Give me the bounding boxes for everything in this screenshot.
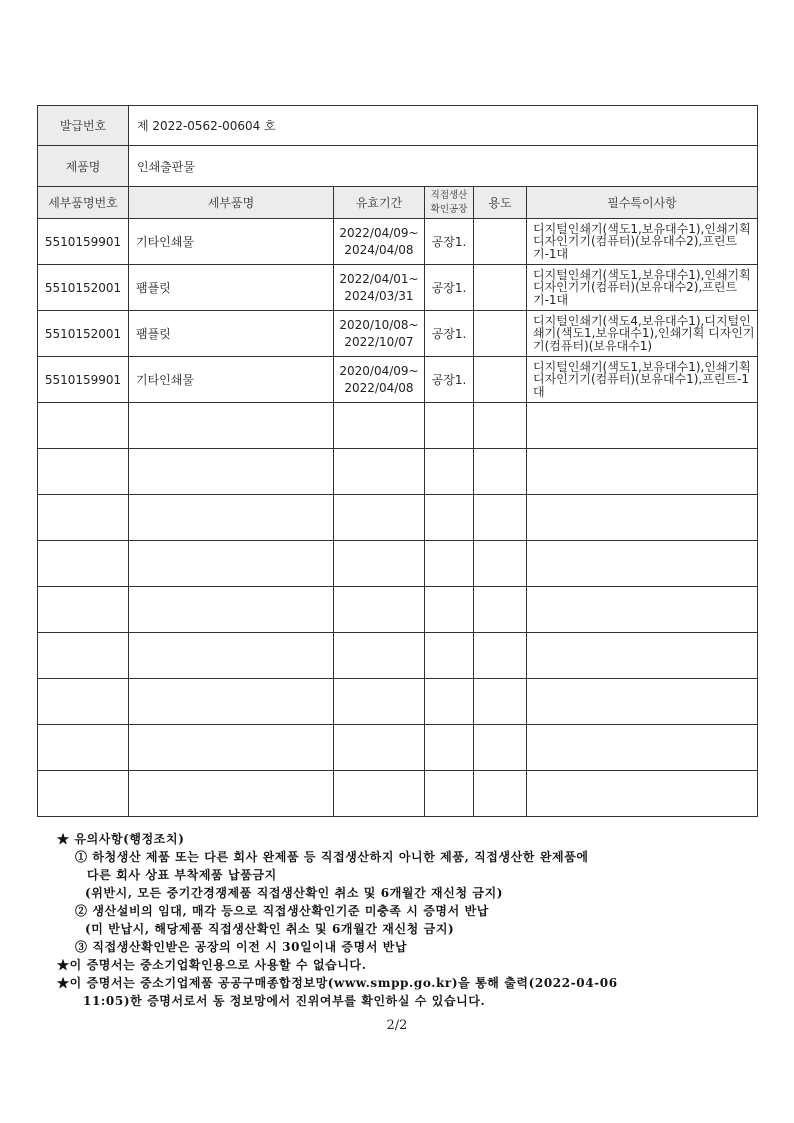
- row-usage: [474, 357, 527, 403]
- empty-cell: [38, 725, 129, 771]
- notice-star-2: ★이 증명서는 중소기업확인용으로 사용할 수 없습니다.: [57, 958, 367, 972]
- row-period-end: 2022/04/08: [344, 380, 414, 395]
- notice-item-1-line-3: (위반시, 모든 중기간경쟁제품 직접생산확인 취소 및 6개월간 재신청 금지): [85, 886, 504, 900]
- empty-table-row: [38, 771, 758, 817]
- notice-item-1-line-2: 다른 회사 상표 부착제품 납품금지: [87, 868, 277, 882]
- empty-table-row: [38, 587, 758, 633]
- row-usage: [474, 265, 527, 311]
- row-period-end: 2024/03/31: [344, 288, 414, 303]
- empty-cell: [527, 679, 758, 725]
- empty-cell: [334, 633, 425, 679]
- row-period: [334, 219, 425, 265]
- page-number: 2/2: [386, 1018, 408, 1033]
- empty-cell: [474, 449, 527, 495]
- empty-table-row: [38, 403, 758, 449]
- product-name-value: 인쇄출판물: [129, 146, 758, 187]
- row-period-start: 2022/04/01~: [339, 271, 419, 286]
- empty-table-row: [38, 495, 758, 541]
- empty-cell: [425, 587, 474, 633]
- row-period-start: 2020/10/08~: [339, 317, 419, 332]
- table-row: [38, 219, 758, 265]
- row-factory: 공장1.: [425, 265, 474, 311]
- empty-cell: [129, 771, 334, 817]
- col-header-factory-line2: 확인공장: [430, 203, 468, 215]
- row-period-end: 2022/10/07: [344, 334, 414, 349]
- row-usage: [474, 311, 527, 357]
- empty-cell: [527, 403, 758, 449]
- empty-table-row: [38, 541, 758, 587]
- empty-cell: [425, 679, 474, 725]
- row-period-start: 2022/04/09~: [339, 225, 419, 240]
- empty-cell: [129, 403, 334, 449]
- row-factory: 공장1.: [425, 311, 474, 357]
- empty-cell: [129, 587, 334, 633]
- certificate-table: [37, 105, 758, 817]
- notice-star-3-line-2: 11:05)한 증명서로서 동 정보망에서 진위여부를 확인하실 수 있습니다.: [83, 994, 486, 1008]
- row-name: 팸플릿: [129, 265, 334, 311]
- row-notes: 디지털인쇄기(색도1,보유대수1),인쇄기획 디자인기기(컴퓨터)(보유대수2),프린트기-1대: [527, 219, 758, 265]
- table-row: [38, 311, 758, 357]
- row-name: 기타인쇄물: [129, 219, 334, 265]
- empty-cell: [38, 403, 129, 449]
- empty-cell: [527, 541, 758, 587]
- empty-cell: [527, 633, 758, 679]
- empty-cell: [527, 587, 758, 633]
- empty-cell: [129, 495, 334, 541]
- empty-cell: [334, 495, 425, 541]
- empty-cell: [474, 541, 527, 587]
- row-notes: 디지털인쇄기(색도1,보유대수1),인쇄기획 디자인기기(컴퓨터)(보유대수1),프린트-1대: [527, 357, 758, 403]
- col-header-factory: [425, 187, 474, 219]
- empty-cell: [38, 541, 129, 587]
- empty-cell: [527, 449, 758, 495]
- row-usage: [474, 219, 527, 265]
- empty-cell: [334, 541, 425, 587]
- row-period: [334, 357, 425, 403]
- empty-cell: [474, 633, 527, 679]
- issue-number-row: [38, 106, 758, 146]
- empty-cell: [38, 587, 129, 633]
- empty-cell: [474, 403, 527, 449]
- product-name-row: [38, 146, 758, 187]
- notice-item-2-line-2: (미 반납시, 해당제품 직접생산확인 취소 및 6개월간 재신청 금지): [85, 922, 455, 936]
- row-factory: 공장1.: [425, 219, 474, 265]
- row-code: 5510159901: [38, 219, 129, 265]
- empty-cell: [425, 495, 474, 541]
- row-period: [334, 311, 425, 357]
- row-code: 5510152001: [38, 311, 129, 357]
- empty-cell: [474, 725, 527, 771]
- empty-cell: [527, 771, 758, 817]
- empty-cell: [334, 449, 425, 495]
- row-code: 5510152001: [38, 265, 129, 311]
- empty-cell: [129, 449, 334, 495]
- empty-cell: [129, 679, 334, 725]
- row-code: 5510159901: [38, 357, 129, 403]
- row-period-start: 2020/04/09~: [339, 363, 419, 378]
- empty-cell: [38, 633, 129, 679]
- notice-item-2-line-1: ② 생산설비의 임대, 매각 등으로 직접생산확인기준 미충족 시 증명서 반납: [75, 904, 489, 918]
- empty-cell: [129, 725, 334, 771]
- issue-number-value: 제 2022-0562-00604 호: [129, 106, 758, 146]
- empty-cell: [425, 771, 474, 817]
- empty-cell: [38, 495, 129, 541]
- notices-title: ★ 유의사항(행정조치): [57, 832, 185, 846]
- empty-cell: [474, 587, 527, 633]
- col-header-code: 세부품명번호: [38, 187, 129, 219]
- empty-cell: [334, 587, 425, 633]
- row-factory: 공장1.: [425, 357, 474, 403]
- empty-cell: [334, 679, 425, 725]
- empty-cell: [129, 633, 334, 679]
- empty-cell: [425, 403, 474, 449]
- empty-cell: [474, 679, 527, 725]
- table-row: [38, 357, 758, 403]
- table-row: [38, 265, 758, 311]
- empty-table-row: [38, 449, 758, 495]
- empty-cell: [425, 541, 474, 587]
- col-header-factory-line1: 직접생산: [430, 189, 468, 201]
- empty-cell: [425, 725, 474, 771]
- column-header-row: [38, 187, 758, 219]
- product-name-label: 제품명: [38, 146, 129, 187]
- row-notes: 디지털인쇄기(색도1,보유대수1),인쇄기획 디자인기기(컴퓨터)(보유대수2),프린트기-1대: [527, 265, 758, 311]
- empty-cell: [334, 725, 425, 771]
- col-header-notes: 필수특이사항: [527, 187, 758, 219]
- notice-star-3-line-1: ★이 증명서는 중소기업제품 공공구매종합정보망(www.smpp.go.kr)을 통해 출력(2022-04-06: [57, 976, 618, 990]
- empty-table-row: [38, 725, 758, 771]
- empty-cell: [38, 679, 129, 725]
- col-header-usage: 용도: [474, 187, 527, 219]
- notice-item-1-line-1: ① 하청생산 제품 또는 다른 회사 완제품 등 직접생산하지 아니한 제품, 직접생산한 완제품에: [75, 850, 589, 864]
- notice-item-3-line-1: ③ 직접생산확인받은 공장의 이전 시 30일이내 증명서 반납: [75, 940, 408, 954]
- col-header-name: 세부품명: [129, 187, 334, 219]
- row-notes: 디지털인쇄기(색도4,보유대수1),디지털인쇄기(색도1,보유대수1),인쇄기획 디자인기기(컴퓨터)(보유대수1): [527, 311, 758, 357]
- notices-section: [57, 830, 777, 1010]
- empty-cell: [38, 449, 129, 495]
- empty-cell: [425, 449, 474, 495]
- empty-cell: [474, 771, 527, 817]
- empty-cell: [129, 541, 334, 587]
- col-header-period: 유효기간: [334, 187, 425, 219]
- empty-cell: [527, 495, 758, 541]
- empty-cell: [38, 771, 129, 817]
- empty-cell: [425, 633, 474, 679]
- row-period-end: 2024/04/08: [344, 242, 414, 257]
- issue-number-label: 발급번호: [38, 106, 129, 146]
- empty-cell: [527, 725, 758, 771]
- empty-cell: [334, 403, 425, 449]
- empty-cell: [334, 771, 425, 817]
- empty-table-row: [38, 633, 758, 679]
- empty-cell: [474, 495, 527, 541]
- row-name: 기타인쇄물: [129, 357, 334, 403]
- empty-table-row: [38, 679, 758, 725]
- row-period: [334, 265, 425, 311]
- row-name: 팸플릿: [129, 311, 334, 357]
